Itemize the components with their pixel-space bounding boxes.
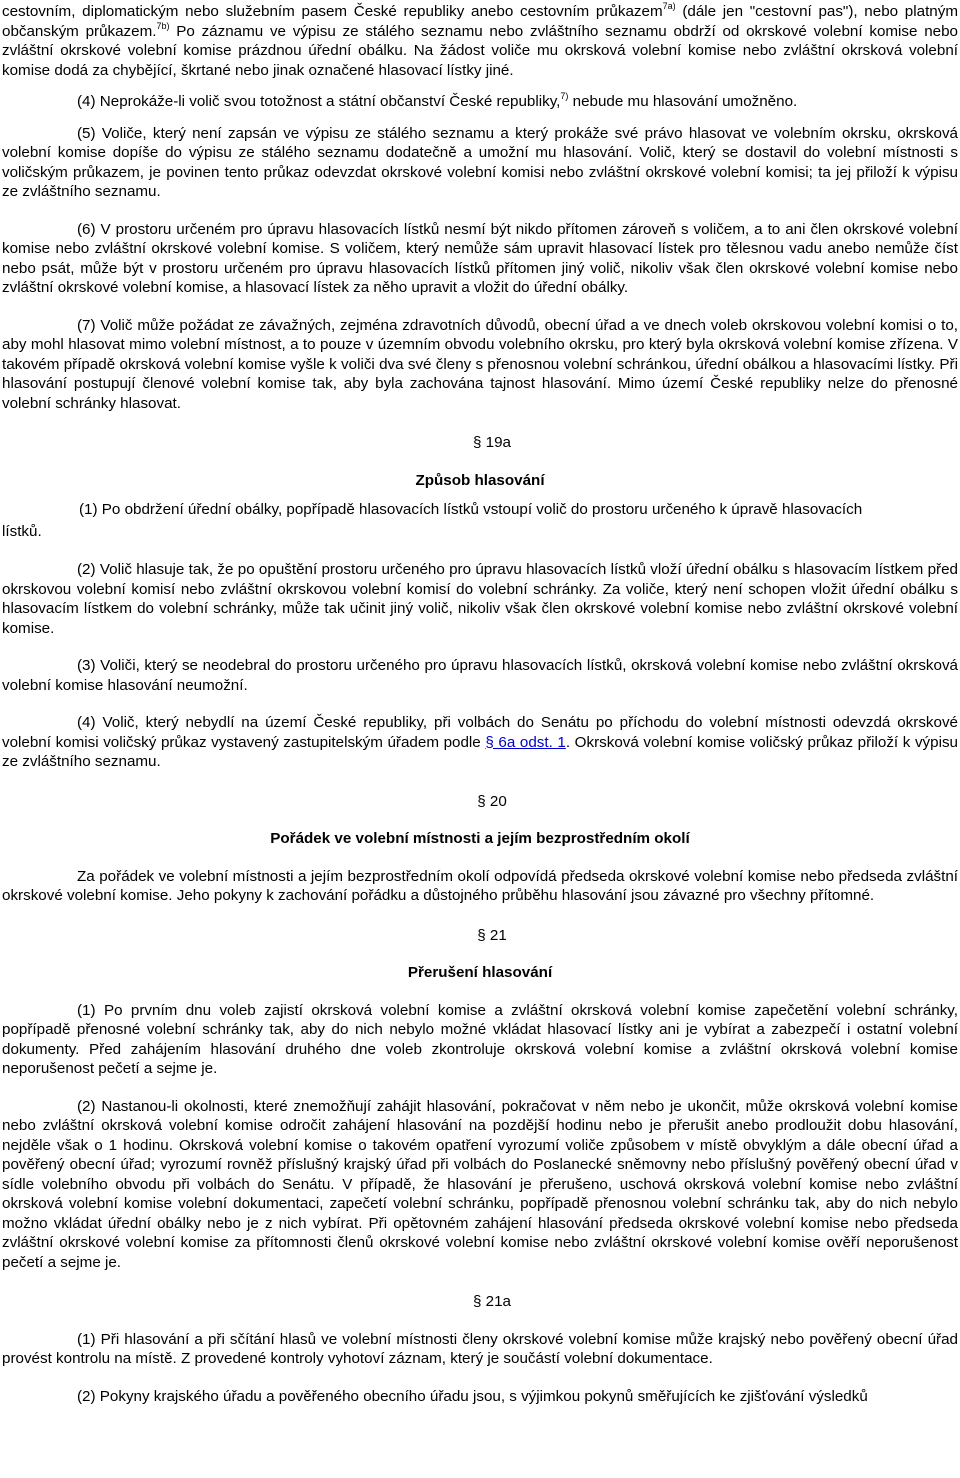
section-heading-21 [2, 926, 958, 983]
law-reference-link[interactable]: § 6a odst. 1 [485, 733, 566, 751]
footnote-ref-7b[interactable]: 7b) [156, 20, 170, 31]
paragraph-21a-1: (1) Při hlasování a při sčítání hlasů ve volební místnosti členy okrskové volební komise může krajský nebo pověřený obecní úřad provést kontrolu na místě. Z provedené kontroly vyhotoví záznam, který je součástí volební dokumentace. [2, 1330, 958, 1367]
section-title: Přerušení hlasování [407, 964, 553, 981]
paragraph-6: (6) V prostoru určeném pro úpravu hlasovacích lístků nesmí být nikdo přítomen zároveň s voličem, a to ani člen okrskové volební komise nebo zvláštní okrskové volební komise. S voličem, který nemůže sám upravit hlasovací lístek pro tělesnou vadu anebo nemůže číst nebo psát, může být v prostoru určeném pro úpravu hlasovacích lístků přítomen jiný volič, nikoliv však člen okrskové volební komise nebo zvláštní okrskové volební komise, a hlasovací lístek za něho upravit a vložit do úřední obálky. [2, 220, 958, 296]
paragraph-19a-4: (4) Volič, který nebydlí na území České republiky, při volbách do Senátu po příchodu do volební místnosti odevzdá okrskové volební komisi voličský průkaz vystavený zastupitelským úřadem podle § 6a odst. 1. Okrsková volební komise voličský průkaz přiloží k výpisu ze zvláštního seznamu. [2, 714, 958, 770]
paragraph-19a-2: (2) Volič hlasuje tak, že po opuštění prostoru určeného pro úpravu hlasovacích lístků vloží úřední obálku s hlasovacím lístkem před okrskovou volební komisí nebo zvláštní okrskovou volební komisí do volební schránky. Za voliče, který není schopen vložit úřední obálku s hlasovacím lístkem do volební schránky, může tak učinit jiný volič, nikoliv však člen okrskové volební komise nebo zvláštní okrskové volební komise. [2, 561, 958, 637]
paragraph-4: (4) Neprokáže-li volič svou totožnost a státní občanství České republiky,$^{7)}$ nebude mu hlasování umožněno. [77, 91, 798, 110]
section-number: § 20 [477, 792, 507, 810]
section-number: § 19a [472, 434, 511, 451]
paragraph-20: Za pořádek ve volební místnosti a jejím bezprostředním okolí odpovídá předseda okrskové volební komise nebo předseda zvláštní okrskové volební komise. Jeho pokyny k zachování pořádku a důstojného průběhu hlasování jsou závazné pro všechny přítomné. [2, 867, 958, 904]
paragraph-19a-1: (1) Po obdržení úřední obálky, popřípadě hlasovacích lístků vstoupí volič do prostoru určeného k úpravě hlasovacích lístků. [2, 501, 863, 540]
paragraph-21-1: (1) Po prvním dnu voleb zajistí okrsková volební komise a zvláštní okrsková volební komise zapečetění volební schránky, popřípadě přenosné volební schránky tak, aby do nich nebylo možné vkládat hlasovací lístky ani je vybírat a zabezpečí i ostatní volební dokumenty. Před zahájením hlasování druhého dne voleb zkontroluje okrsková volební komise a zvláštní okrsková volební komise neporušenost pečetí a sejme je. [2, 1001, 958, 1077]
paragraph-5: (5) Voliče, který není zapsán ve výpisu ze stálého seznamu a který prokáže své právo hlasovat ve volebním okrsku, okrsková volební komise dopíše do výpisu ze stálého seznamu dodatečně a umožní mu hlasování. Volič, který se dostavil do volební místnosti s voličským průkazem, je povinen tento průkaz odevzdat okrskové volební komisi nebo zvláštní okrskové volební komisi; ta jej přiloží k výpisu ze zvláštního seznamu. [2, 124, 958, 200]
section-heading-20 [2, 792, 958, 849]
paragraph-21-2: (2) Nastanou-li okolnosti, které znemožňují zahájit hlasování, pokračovat v něm nebo je ukončit, může okrsková volební komise nebo zvláštní okrsková volební komise odročit zahájení hlasování na pozdější hodinu nebo je přerušit anebo prodloužit dobu hlasování, nejděle však o 1 hodinu. Okrsková volební komise o takovém opatření vyrozumí voliče způsobem v místě obvyklým a dále obecní úřad a pověřený obecní úřad; vyrozumí rovněž příslušný krajský úřad při volbách do Poslanecké sněmovny nebo příslušný pověřený obecní úřad v sídle volebního obvodu při volbách do Senátu. V případě, že hlasování je přerušeno, uschová okrsková volební komise nebo zvláštní okrsková volební komise volební dokumentaci, zapečetí volební schránku, popřípadě přenosnou volební schránku tak, aby do nich nebylo možno vkládat úřední obálky nebo je z nich vybírat. Při opětovném zahájení hlasování předseda okrskové volební komise nebo předseda zvláštní okrskové volební komise za přítomnosti členů okrskové volební komise nebo zvláštní okrskové volební komise ověří neporušenost pečetí a sejme je. [2, 1097, 958, 1271]
section-number: § 21a [472, 1293, 511, 1310]
section-title: Způsob hlasování [415, 471, 545, 489]
section-number: § 21 [477, 926, 507, 944]
section-title: Pořádek ve volební místnosti a jejím bezprostředním okolí [270, 830, 690, 847]
section-heading-19a [2, 433, 958, 490]
footnote-ref-7a[interactable]: 7a) [662, 1, 676, 11]
paragraph-19a-3: (3) Voliči, který se neodebral do prostoru určeného pro úpravu hlasovacích lístků, okrsková volební komise nebo zvláštní okrsková volební komise hlasování neumožní. [2, 657, 958, 694]
paragraph-continuation: cestovním, diplomatickým nebo služebním pasem České republiky anebo cestovním průkazem$^{7a)}$ (dále jen "cestovní pas"), nebo platným občanským průkazem.$^{7b)}$ Po záznamu ve výpisu ze stálého seznamu nebo zvláštního seznamu obdrží od okrskové volební komise nebo zvláštní okrskové volební komise prázdnou úřední obálku. Na žádost voliče mu okrsková volební komise nebo zvláštní okrsková volební komise dodá za chybějící, škrtané nebo jinak označené hlasovací lístky jiné. [2, 1, 958, 79]
paragraph-21a-2: (2) Pokyny krajského úřadu a pověřeného obecního úřadu jsou, s výjimkou pokynů směřujících ke zjišťování výsledků [77, 1387, 868, 1405]
paragraph-7: (7) Volič může požádat ze závažných, zejména zdravotních důvodů, obecní úřad a ve dnech voleb okrskovou volební komisi o to, aby mohl hlasovat mimo volební místnost, a to pouze v územním obvodu volebního okrsku, pro který byla okrsková volební komise zřízena. V takovém případě okrsková volební komise vyšle k voliči dva své členy s přenosnou volební schránkou, úřední obálkou a hlasovacími lístky. Při hlasování postupují členové volební komise tak, aby byla zachována tajnost hlasování. Mimo území České republiky nelze do přenosné volební schránky hlasovat. [2, 316, 958, 412]
section-heading-21a [2, 1292, 958, 1312]
footnote-ref-7[interactable]: 7) [560, 91, 569, 101]
